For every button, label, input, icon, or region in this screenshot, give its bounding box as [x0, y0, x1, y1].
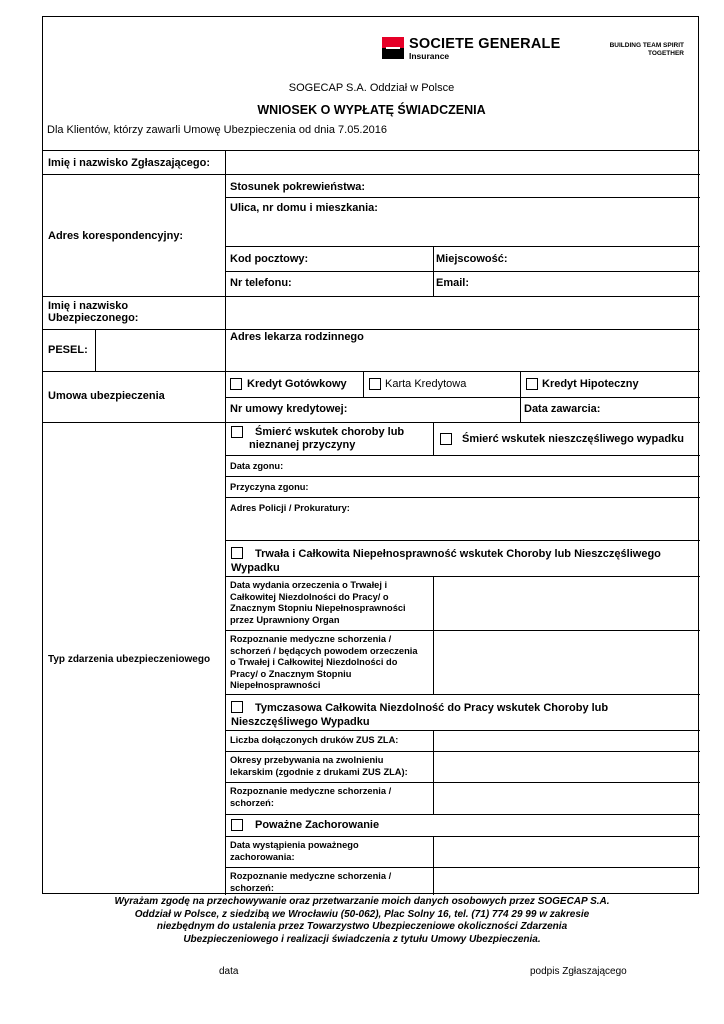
email-label: Email:: [436, 277, 470, 289]
contract-label: Umowa ubezpieczenia: [48, 390, 165, 402]
death-illness-checkbox[interactable]: [231, 426, 243, 438]
leave-periods-line-1: Okresy przebywania na zwolnieniu: [230, 755, 384, 765]
applicant-name-label: Imię i nazwisko Zgłaszającego:: [48, 157, 210, 169]
pesel-label: PESEL:: [48, 344, 88, 356]
diagnosis-ruling-line-2: schorzeń / będących powodem orzeczenia: [230, 645, 418, 656]
diagnosis-b-line-1: Rozpoznanie medyczne schorzenia /: [230, 871, 392, 881]
diagnosis-line-1: Rozpoznanie medyczne schorzenia /: [230, 786, 392, 796]
ruling-date-line-4: przez Uprawniony Organ: [230, 614, 340, 625]
date-label: data: [219, 966, 239, 977]
diagnosis-line-2: schorzeń:: [230, 797, 274, 808]
serious-illness-label: Poważne Zachorowanie: [255, 819, 380, 831]
illness-date-line-2: zachorowania:: [230, 851, 295, 862]
ruling-date-label: [230, 580, 406, 626]
diagnosis-ruling-line-1: Rozpoznanie medyczne schorzenia /: [230, 634, 392, 644]
illness-date-line-1: Data wystąpienia poważnego: [230, 840, 359, 850]
death-date-label: Data zgonu:: [230, 461, 284, 471]
slogan-line-1: BUILDING TEAM SPIRIT: [609, 42, 684, 49]
leave-periods-label: [230, 755, 408, 778]
credit-number-label: Nr umowy kredytowej:: [230, 403, 348, 415]
ruling-date-line-3: Znacznym Stopniu Niepełnosprawności: [230, 603, 406, 613]
temp-incapacity-line-1: Tymczasowa Całkowita Niezdolność do Pracy wskutek Choroby lub: [255, 702, 609, 714]
credit-card-label: Karta Kredytowa: [385, 378, 467, 390]
diagnosis-ruling-line-5: Niepełnosprawności: [230, 680, 321, 690]
diagnosis-ruling-line-4: Pracy/ o Znacznym Stopniu: [230, 668, 352, 679]
illness-date-label: [230, 840, 359, 863]
disability-line-2: Wypadku: [231, 562, 280, 574]
page-title: WNIOSEK O WYPŁATĘ ŚWIADCZENIA: [257, 103, 486, 117]
event-type-label: Typ zdarzenia ubezpieczeniowego: [48, 654, 211, 665]
address-label: Adres korespondencyjny:: [48, 230, 184, 242]
postal-code-label: Kod pocztowy:: [230, 253, 309, 265]
death-accident-checkbox[interactable]: [440, 433, 452, 445]
ruling-date-line-2: Całkowitej Niezdolności do Pracy/ o: [230, 591, 389, 602]
consent-line-1: Wyrażam zgodę na przechowywanie oraz przetwarzanie moich danych osobowych przez SOGECAP S.A.: [114, 896, 610, 907]
relationship-label: Stosunek pokrewieństwa:: [230, 181, 366, 193]
police-address-label: Adres Policji / Prokuratury:: [230, 503, 350, 513]
insured-name-label: [48, 300, 138, 324]
death-illness-line-2: nieznanej przyczyny: [249, 439, 356, 451]
contract-date-label: Data zawarcia:: [524, 403, 601, 415]
zus-count-label: Liczba dołączonych druków ZUS ZLA:: [230, 735, 399, 745]
branch-name: SOGECAP S.A. Oddział w Polsce: [288, 82, 455, 94]
serious-illness-checkbox[interactable]: [231, 819, 243, 831]
brand-name: SOCIETE GENERALE: [409, 36, 561, 52]
brand-sub: Insurance: [409, 51, 450, 61]
credit-mortgage-checkbox[interactable]: [526, 378, 538, 390]
signature-label: podpis Zgłaszającego: [530, 966, 627, 977]
consent-line-4: Ubezpieczeniowego i realizacji świadczenia z tytułu Umowy Ubezpieczenia.: [183, 933, 541, 945]
diagnosis-label: [230, 786, 391, 809]
applicant-name-field[interactable]: [226, 151, 700, 174]
intro-text: Dla Klientów, którzy zawarli Umowę Ubezpieczenia od dnia 7.05.2016: [47, 124, 387, 136]
credit-cash-checkbox[interactable]: [230, 378, 242, 390]
death-illness-line-1: Śmierć wskutek choroby lub: [255, 426, 405, 438]
credit-mortgage-label: Kredyt Hipoteczny: [542, 378, 639, 390]
doctor-address-label: Adres lekarza rodzinnego: [230, 331, 364, 343]
diagnosis-ruling-label: [230, 634, 418, 692]
credit-card-checkbox[interactable]: [369, 378, 381, 390]
consent-line-3: niezbędnym do ustalenia przez Towarzystwo Ubezpieczeniowe okoliczności Zdarzenia: [156, 921, 568, 932]
pesel-field[interactable]: [96, 330, 225, 371]
insured-name-line-2: Ubezpieczonego:: [48, 312, 139, 324]
street-label: Ulica, nr domu i mieszkania:: [230, 202, 378, 214]
slogan: [608, 42, 684, 58]
death-cause-label: Przyczyna zgonu:: [230, 482, 309, 492]
phone-label: Nr telefonu:: [230, 277, 292, 289]
slogan-line-2: TOGETHER: [648, 50, 684, 57]
disability-line-1: Trwała i Całkowita Niepełnosprawność wskutek Choroby lub Nieszczęśliwego: [255, 548, 661, 560]
diagnosis-b-label: [230, 871, 391, 894]
disability-label: [231, 547, 661, 575]
consent-line-2: Oddział w Polsce, z siedzibą we Wrocławiu (50-062), Plac Solny 16, tel. (71) 774 29 99 w zakresie: [134, 908, 590, 920]
temp-incapacity-line-2: Nieszczęśliwego Wypadku: [231, 716, 370, 728]
societe-generale-logo-icon: [382, 37, 404, 59]
credit-cash-label: Kredyt Gotówkowy: [247, 378, 347, 390]
form-page: [42, 16, 699, 894]
temp-incapacity-label: [231, 701, 608, 729]
city-label: Miejscowość:: [436, 253, 508, 265]
consent-text: [42, 896, 682, 946]
leave-periods-line-2: lekarskim (zgodnie z drukami ZUS ZLA):: [230, 766, 408, 777]
diagnosis-ruling-line-3: o Trwałej i Całkowitej Niezdolności do: [230, 657, 398, 667]
ruling-date-line-1: Data wydania orzeczenia o Trwałej i: [230, 580, 388, 590]
death-accident-label: Śmierć wskutek nieszczęśliwego wypadku: [462, 433, 684, 445]
insured-name-line-1: Imię i nazwisko: [48, 300, 129, 312]
death-illness-label: [249, 426, 404, 452]
diagnosis-b-line-2: schorzeń:: [230, 882, 274, 893]
